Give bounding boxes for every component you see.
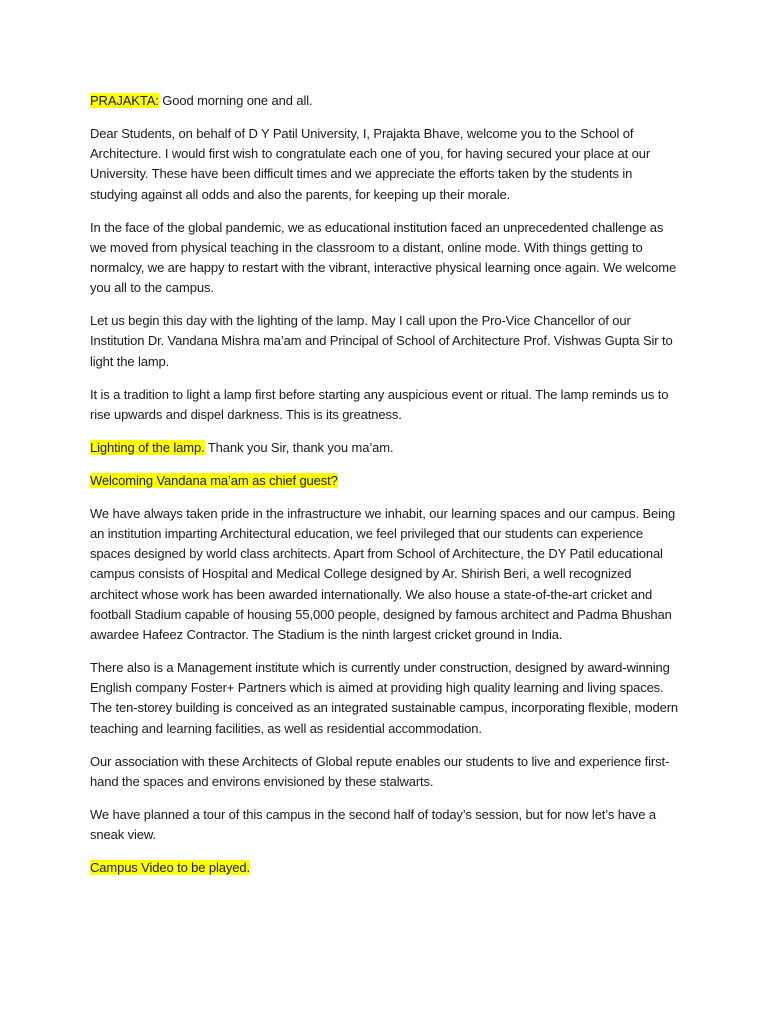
- greeting-text: Good morning one and all.: [158, 93, 313, 108]
- welcome-cue-highlight: Welcoming Vandana ma’am as chief guest?: [90, 472, 338, 488]
- campus-tour-paragraph: We have planned a tour of this campus in the second half of today’s session, but for now let’s have a sneak view.: [90, 806, 657, 843]
- video-cue-paragraph: [90, 858, 680, 878]
- lamp-cue-highlight: Lighting of the lamp.: [90, 439, 205, 455]
- lamp-cue-paragraph: [90, 438, 680, 458]
- pandemic-paragraph: In the face of the global pandemic, we as educational institution faced an unprecedented challenge as we moved from physical teaching in the classroom to a distant, online mode. With things getting to normalcy, we are happy to restart with the vibrant, interactive physical learning once again. We welcome you all to the campus.: [90, 219, 677, 296]
- infrastructure-paragraph: We have always taken pride in the infrastructure we inhabit, our learning spaces and our campus. Being an institution imparting Architectural education, we feel privileged that our students can experience spaces designed by world class architects. Apart from School of Architecture, the DY Patil educational campus consists of Hospital and Medical College designed by Ar. Shirish Beri, a well recognized architect whose work has been awarded internationally. We also house a state-of-the-art cricket and football Stadium capable of housing 55,000 people, designed by famous architect and Padma Bhushan awardee Hafeez Contractor. The Stadium is the ninth largest cricket ground in India.: [90, 505, 676, 643]
- video-cue-highlight: Campus Video to be played.: [90, 860, 250, 876]
- lamp-invitation-paragraph: Let us begin this day with the lighting of the lamp. May I call upon the Pro-Vice Chancellor of our Institution Dr. Vandana Mishra ma’am and Principal of School of Architecture Prof. Vishwas Gupta Sir to light the lamp.: [90, 313, 673, 369]
- architects-association-paragraph: Our association with these Architects of Global repute enables our students to live and experience first-hand the spaces and environs envisioned by these stalwarts.: [90, 753, 670, 789]
- welcome-paragraph: Dear Students, on behalf of D Y Patil University, I, Prajakta Bhave, welcome you to the School of Architecture. I would first wish to congratulate each one of you, for having secured your place at our University. These have been difficult times and we appreciate the efforts taken by the students in studying against all odds and also the parents, for keeping up their morale.: [90, 126, 651, 202]
- speaker-label: PRAJAKTA:: [90, 93, 159, 108]
- welcome-cue-paragraph: [90, 471, 680, 491]
- greeting-paragraph: [90, 91, 680, 111]
- management-institute-paragraph: There also is a Management institute which is currently under construction, designed by award-winning English company Foster+ Partners which is aimed at providing high quality learning and living spaces. The ten-storey building is conceived as an integrated sustainable campus, incorporating flexible, modern teaching and learning facilities, as well as residential accommodation.: [90, 660, 679, 736]
- lamp-thanks-text: Thank you Sir, thank you ma’am.: [204, 439, 394, 455]
- lamp-tradition-paragraph: It is a tradition to light a lamp first before starting any auspicious event or ritual. The lamp reminds us to rise upwards and dispel darkness. This is its greatness.: [90, 386, 669, 422]
